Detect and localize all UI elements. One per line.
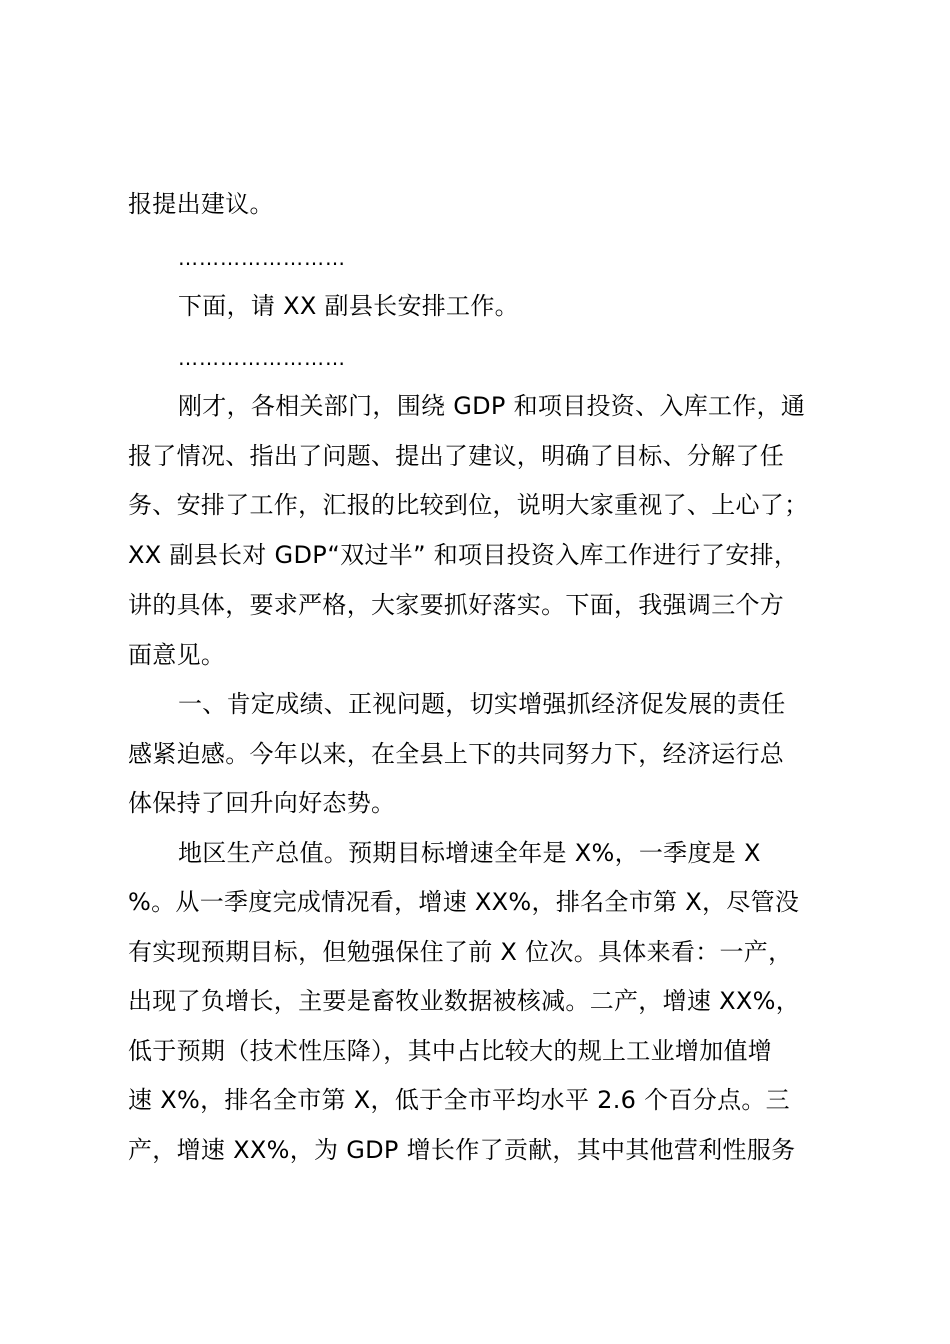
ellipsis-line: …………………… (178, 246, 346, 270)
text-line: 有实现预期目标，但勉强保住了前 X 位次。具体来看：一产， (128, 938, 793, 966)
text-line: 务、安排了工作，汇报的比较到位，说明大家重视了、上心了； (128, 491, 809, 519)
text-line: 报提出建议。 (128, 190, 274, 218)
text-line: 速 X%，排名全市第 X，低于全市平均水平 2.6 个百分点。三 (128, 1086, 790, 1114)
text-line: XX 副县长对 GDP“双过半” 和项目投资入库工作进行了安排， (128, 541, 799, 569)
text-line: %。从一季度完成情况看，增速 XX%，排名全市第 X，尽管没 (128, 888, 800, 916)
text-line: 体保持了回升向好态势。 (128, 789, 396, 817)
text-line: 出现了负增长，主要是畜牧业数据被核减。二产，增速 XX%， (128, 987, 801, 1015)
text-line: 感紧迫感。今年以来，在全县上下的共同努力下，经济运行总 (128, 740, 785, 768)
text-line: 讲的具体，要求严格，大家要抓好落实。下面，我强调三个方 (128, 591, 785, 619)
text-line: 产，增速 XX%，为 GDP 增长作了贡献，其中其他营利性服务 (128, 1136, 796, 1164)
text-line: 下面，请 XX 副县长安排工作。 (178, 292, 519, 320)
text-line: 地区生产总值。预期目标增速全年是 X%，一季度是 X (178, 839, 761, 867)
section-heading-line: 一、肯定成绩、正视问题，切实增强抓经济促发展的责任 (178, 690, 786, 718)
text-line: 报了情况、指出了问题、提出了建议，明确了目标、分解了任 (128, 442, 785, 470)
text-line: 面意见。 (128, 641, 226, 669)
ellipsis-line: …………………… (178, 346, 346, 370)
text-line: 刚才，各相关部门，围绕 GDP 和项目投资、入库工作，通 (178, 392, 806, 420)
text-line: 低于预期（技术性压降），其中占比较大的规上工业增加值增 (128, 1037, 773, 1065)
